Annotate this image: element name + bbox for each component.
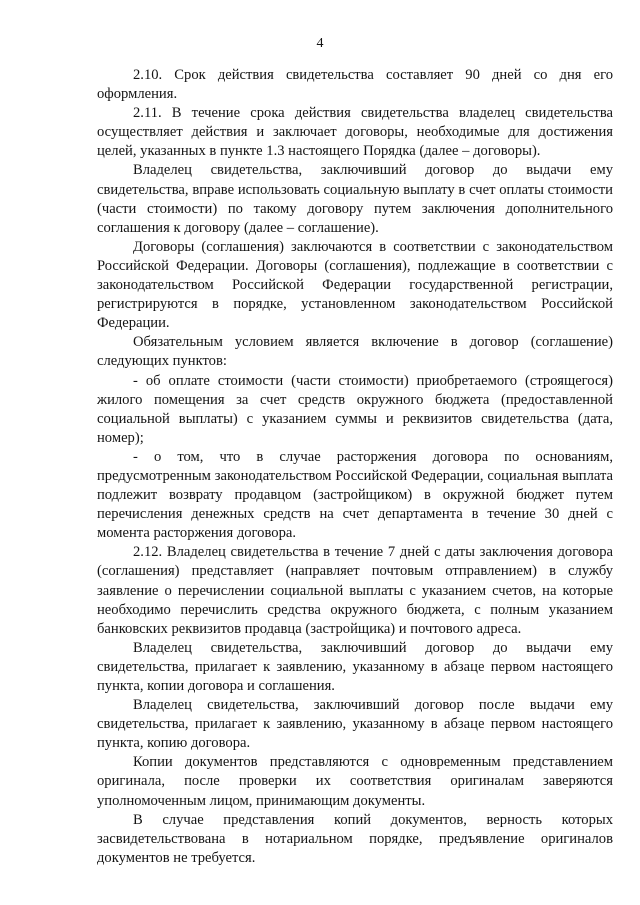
list-item-termination: - о том, что в случае расторжения договора по основаниям, предусмотренным законодательством Российской Федерации, социальная выплата подлежит возврату продавцом (застройщиком) в окружной бюджет путем перечисления денежных средств на счет департамента в течение 30 дней с момента расторжения договора.: [97, 448, 613, 542]
page-number: 4: [316, 36, 324, 51]
list-item-payment: - об оплате стоимости (части стоимости) приобретаемого (строящегося) жилого помещения за счет средств окружного бюджета (предоставленной социальной выплаты) с указанием суммы и реквизитов свидетельства (дата, номер);: [97, 372, 613, 446]
paragraph-notarized-copies: В случае представления копий документов, верность которых засвидетельствована в нотариальном порядке, предъявление оригиналов документов не требуется.: [97, 811, 613, 866]
paragraph-contracts-law: Договоры (соглашения) заключаются в соответствии с законодательством Российской Федерации. Договоры (соглашения), подлежащие в соответствии с законодательством Российской Федерации государственной регистрации, регистрируются в порядке, установленном законодательством Российской Федерации.: [97, 238, 613, 332]
paragraph-2-10: 2.10. Срок действия свидетельства составляет 90 дней со дня его оформления.: [97, 67, 613, 103]
document-body: [97, 66, 613, 868]
paragraph-attach-after: Владелец свидетельства, заключивший договор после выдачи ему свидетельства, прилагает к заявлению, указанному в абзаце первом настоящего пункта, копию договора.: [97, 697, 613, 752]
paragraph-2-12: 2.12. Владелец свидетельства в течение 7 дней с даты заключения договора (соглашения) представляет (направляет почтовым отправлением) в службу заявление о перечислении социальной выплаты с указанием счетов, на которые необходимо перечислить средства окружного бюджета, с полным указанием банковских реквизитов продавца (застройщика) и почтового адреса.: [97, 544, 613, 637]
paragraph-mandatory-condition: Обязательным условием является включение в договор (соглашение) следующих пунктов:: [97, 334, 613, 370]
paragraph-2-11: 2.11. В течение срока действия свидетельства владелец свидетельства осуществляет действия и заключает договоры, необходимые для достижения целей, указанных в пункте 1.3 настоящего Порядка (далее – договоры).: [97, 105, 613, 160]
paragraph-owner-before-issue: Владелец свидетельства, заключивший договор до выдачи ему свидетельства, вправе использовать социальную выплату в счет оплаты стоимости (части стоимости) по такому договору путем заключения дополнительного соглашения к договору (далее – соглашение).: [97, 162, 613, 236]
paragraph-copies-original: Копии документов представляются с одновременным представлением оригинала, после проверки их соответствия оригиналам заверяются уполномоченным лицом, принимающим документы.: [97, 754, 613, 809]
paragraph-attach-before: Владелец свидетельства, заключивший договор до выдачи ему свидетельства, прилагает к заявлению, указанному в абзаце первом настоящего пункта, копии договора и соглашения.: [97, 639, 613, 694]
